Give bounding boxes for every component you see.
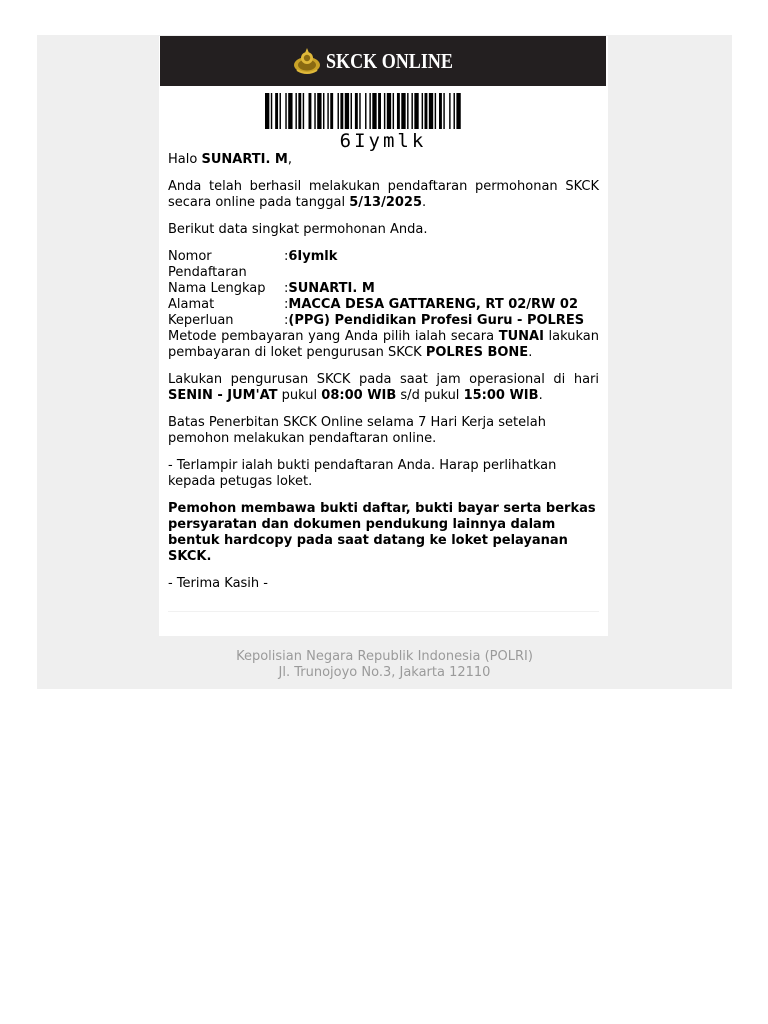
barcode-bar <box>425 93 428 129</box>
info-row <box>168 297 584 313</box>
barcode-bar <box>340 93 343 129</box>
registration-barcode <box>265 93 503 129</box>
barcode-bar <box>454 93 455 129</box>
info-separator: : <box>284 249 289 264</box>
deadline-paragraph: Batas Penerbitan SKCK Online selama 7 Hari Kerja setelah pemohon melakukan pendaftaran online. <box>168 415 546 446</box>
barcode-bar <box>439 93 442 129</box>
greeting <box>168 152 599 168</box>
closing-line: - Terima Kasih - <box>168 576 268 591</box>
barcode-bar <box>365 93 366 129</box>
intro-end: . <box>422 195 427 210</box>
barcode-bar <box>317 93 321 129</box>
applicant-name: SUNARTI. M <box>201 152 288 167</box>
payment-paragraph <box>168 329 599 361</box>
polri-emblem-icon <box>292 46 322 76</box>
footer-org: Kepolisian Negara Republik Indonesia (POLRI) <box>236 649 533 664</box>
barcode-bar <box>298 93 301 129</box>
greeting-suffix: , <box>287 152 292 167</box>
barcode-bar <box>456 93 460 129</box>
barcode-bar <box>449 93 450 129</box>
barcode-bar <box>351 93 352 129</box>
barcode-bar <box>378 93 381 129</box>
info-value: SUNARTI. M <box>288 281 375 296</box>
header-banner <box>160 36 606 86</box>
operating-days: SENIN - JUM'AT <box>168 388 278 403</box>
barcode-bar <box>345 93 349 129</box>
barcode-bar <box>288 93 292 129</box>
opening-time: 08:00 WIB <box>321 388 397 403</box>
barcode-bar <box>443 93 444 129</box>
notice-paragraph <box>168 501 599 565</box>
registration-date: 5/13/2025 <box>349 195 423 210</box>
info-label: Nama Lengkap <box>168 281 266 296</box>
hours-text: Lakukan pengurusan SKCK pada saat jam operasional di hari <box>168 372 599 387</box>
footer <box>37 649 732 681</box>
barcode-code: 6Iymlk <box>339 130 427 152</box>
barcode-bar <box>355 93 358 129</box>
barcode-bar <box>372 93 376 129</box>
barcode-bar <box>280 93 281 129</box>
divider <box>168 611 599 612</box>
info-label: Alamat <box>168 297 215 312</box>
info-value-cell <box>284 313 584 329</box>
greeting-prefix: Halo <box>168 152 202 167</box>
barcode-bar <box>303 93 304 129</box>
barcode-bar <box>323 93 324 129</box>
hours-end: . <box>538 388 543 403</box>
intro-text: Anda telah berhasil melakukan pendaftaran permohonan SKCK secara online pada tanggal <box>168 179 599 210</box>
intro-paragraph <box>168 179 599 211</box>
barcode-bar <box>411 93 412 129</box>
payment-end: . <box>528 345 533 360</box>
barcode-bar <box>393 93 394 129</box>
header-title: SKCK ONLINE <box>326 48 454 73</box>
barcode-bar <box>265 93 269 129</box>
barcode-bar <box>309 93 312 129</box>
barcode-bar <box>271 93 272 129</box>
closing-time: 15:00 WIB <box>463 388 539 403</box>
hours-text-3: s/d pukul <box>396 388 464 403</box>
barcode-bar <box>285 93 286 129</box>
barcode-bar <box>384 93 385 129</box>
info-separator: : <box>284 297 289 312</box>
barcode-bar <box>401 93 405 129</box>
info-value: 6Iymlk <box>288 249 338 264</box>
payment-text: Metode pembayaran yang Anda pilih ialah secara <box>168 329 499 344</box>
info-separator: : <box>284 313 289 328</box>
barcode-bar <box>275 93 278 129</box>
summary-line: Berikut data singkat permohonan Anda. <box>168 222 428 237</box>
hours-paragraph <box>168 372 599 404</box>
notice-text: Pemohon membawa bukti daftar, bukti bayar serta berkas persyaratan dan dokumen pendukung lainnya dalam bentuk hardcopy pada saat datang ke loket pelayanan SKCK. <box>168 501 596 564</box>
info-row <box>168 281 584 297</box>
payment-place: POLRES BONE <box>425 345 529 360</box>
info-value-cell <box>284 297 584 313</box>
barcode-bar <box>429 93 433 129</box>
attached-paragraph: - Terlampir ialah bukti pendaftaran Anda. Harap perlihatkan kepada petugas loket. <box>168 458 557 489</box>
barcode-bar <box>387 93 391 129</box>
registration-info-table <box>168 249 584 329</box>
barcode-bar <box>414 93 418 129</box>
barcode-bar <box>359 93 360 129</box>
footer-address: Jl. Trunojoyo No.3, Jakarta 12110 <box>278 665 491 680</box>
info-value: MACCA DESA GATTARENG, RT 02/RW 02 <box>288 297 579 312</box>
payment-method: TUNAI <box>498 329 544 344</box>
barcode-bar <box>397 93 400 129</box>
barcode-bar <box>338 93 339 129</box>
info-value-cell <box>284 281 584 297</box>
barcode-bar <box>435 93 436 129</box>
barcode-bar <box>314 93 315 129</box>
barcode-bar <box>330 93 333 129</box>
email-body <box>168 152 599 603</box>
info-row <box>168 249 584 281</box>
barcode-bar <box>369 93 370 129</box>
barcode-bar <box>407 93 408 129</box>
info-label: Keperluan <box>168 313 234 328</box>
barcode-bar <box>422 93 423 129</box>
info-separator: : <box>284 281 289 296</box>
info-value: (PPG) Pendidikan Profesi Guru - POLRES <box>288 313 585 328</box>
hours-text-2: pukul <box>277 388 322 403</box>
info-value-cell <box>284 249 584 281</box>
barcode-bar <box>295 93 296 129</box>
info-label: Nomor Pendaftaran <box>168 249 247 280</box>
barcode-bar <box>327 93 328 129</box>
info-row <box>168 313 584 329</box>
payment-text-2: lakukan pembayaran di loket pengurusan SKCK <box>168 329 599 360</box>
